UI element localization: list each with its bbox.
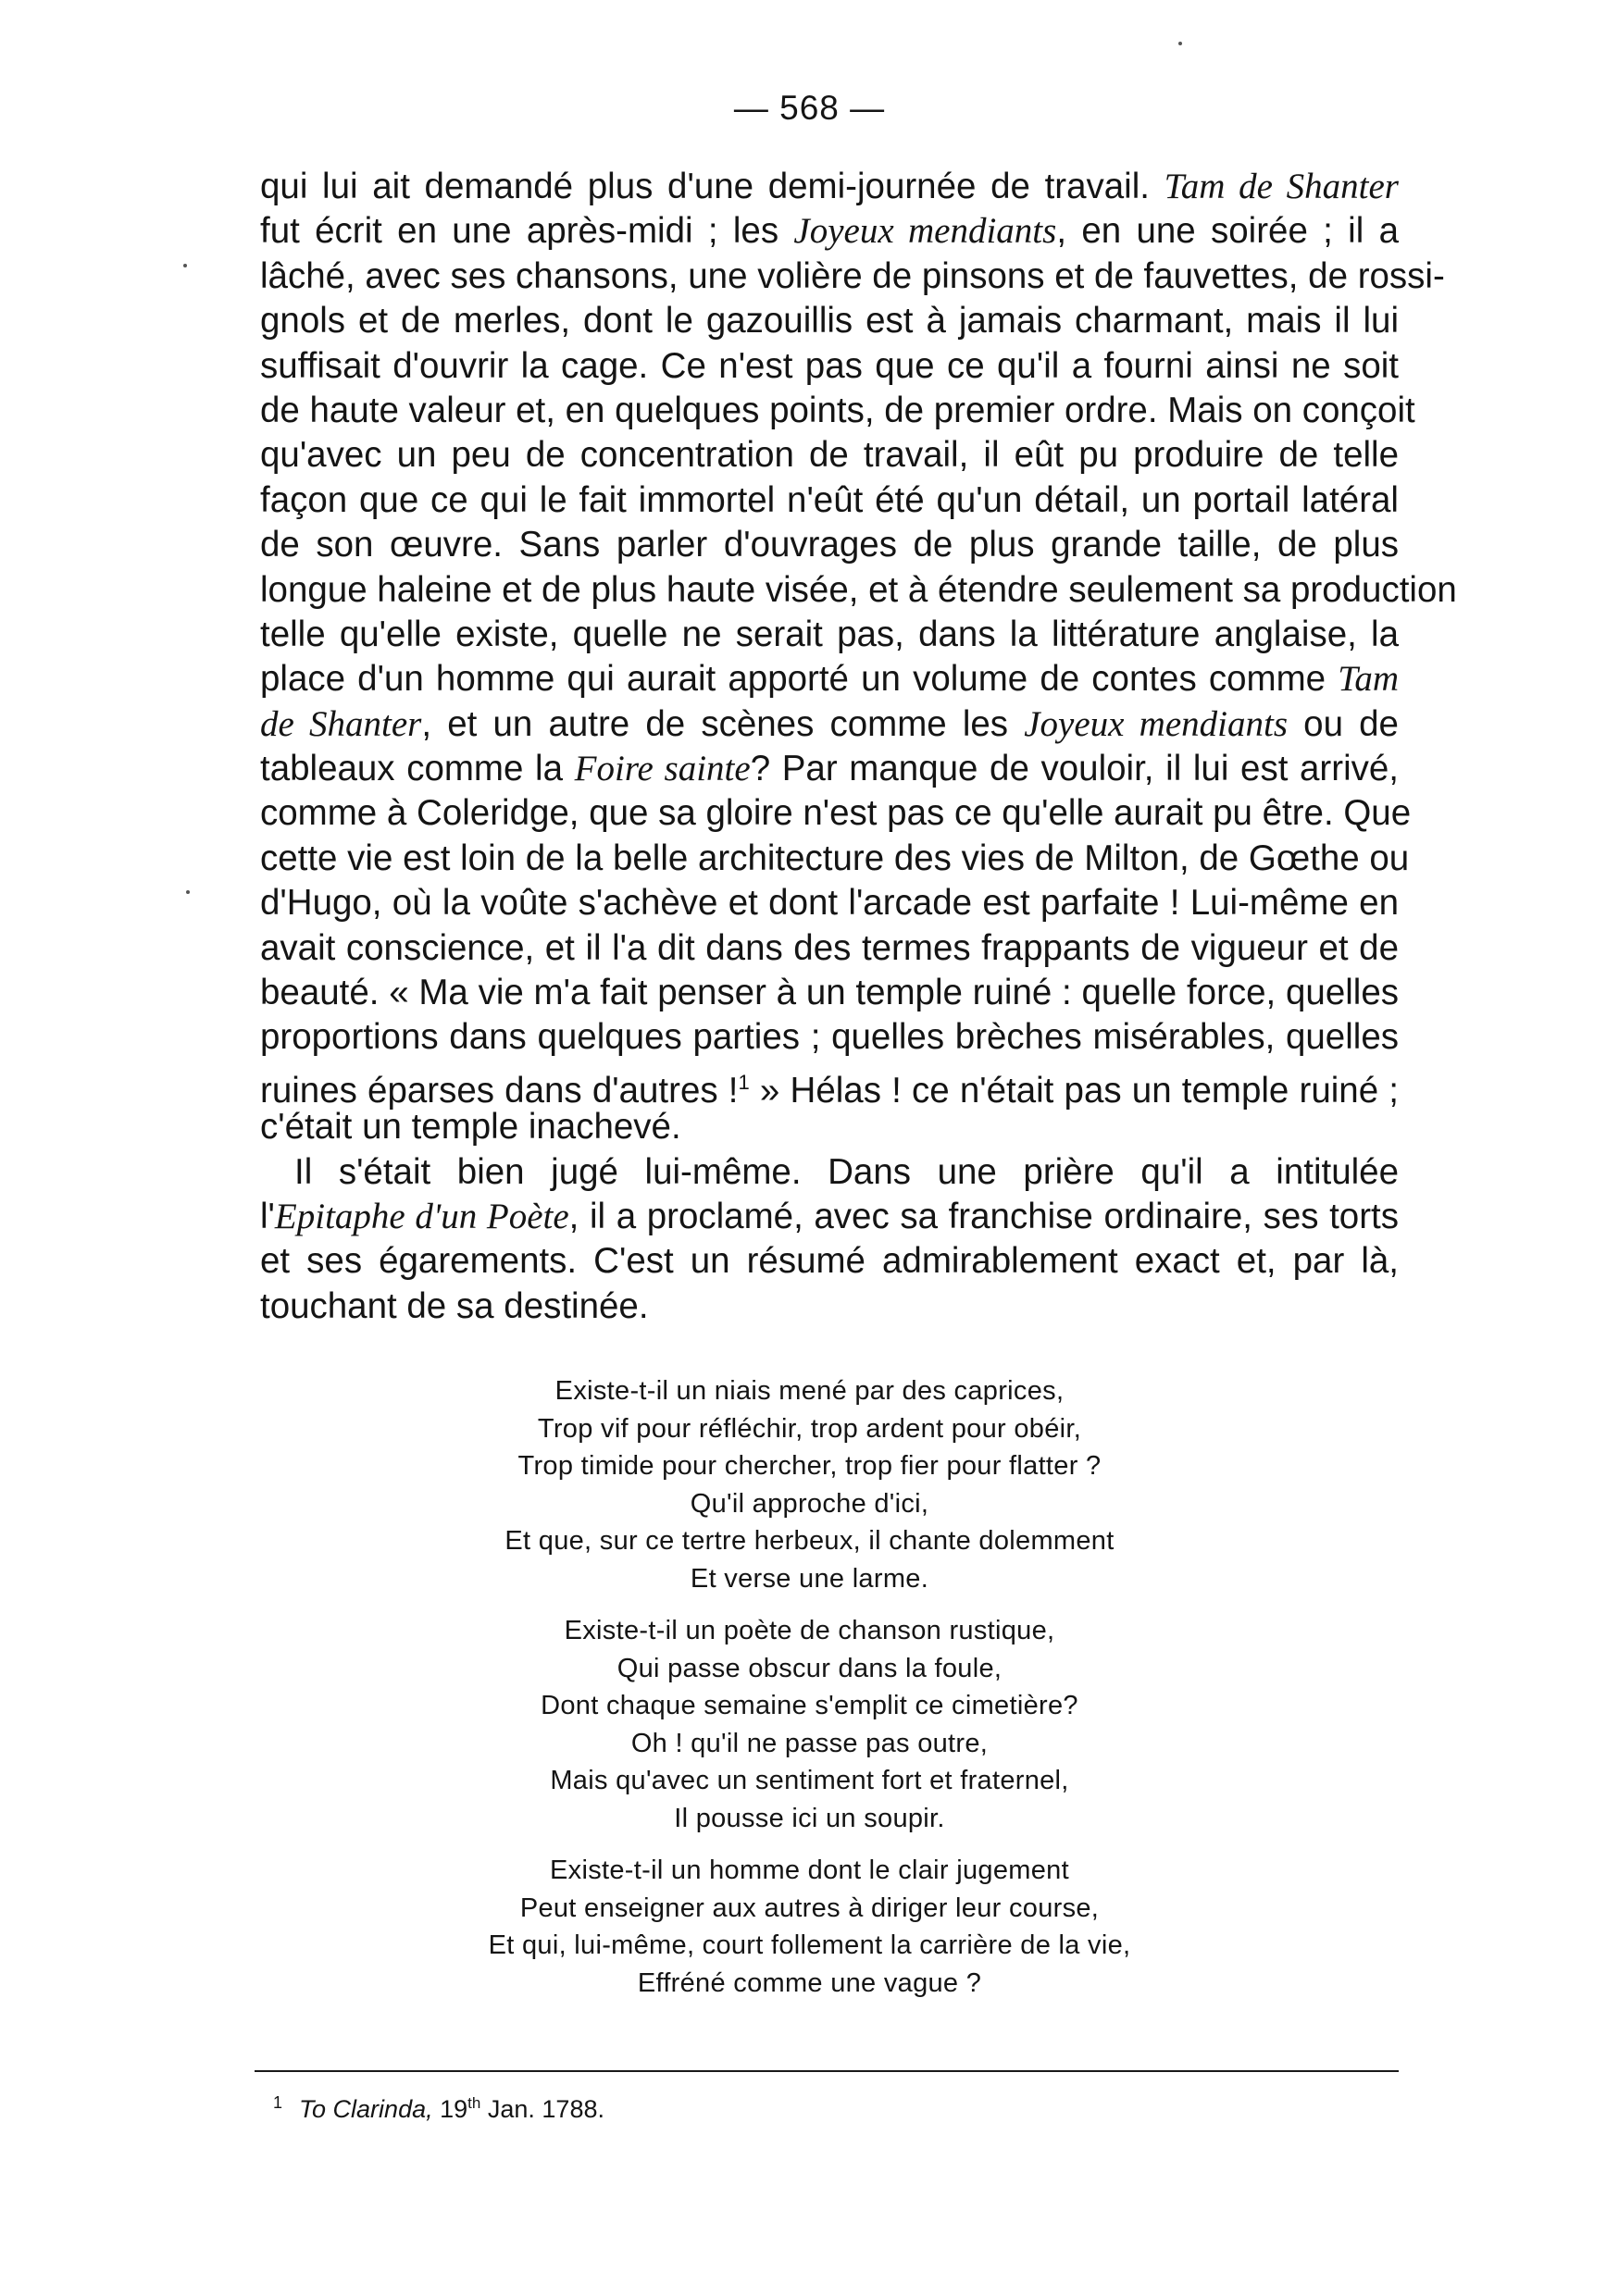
text-line: l'Epitaphe d'un Poète, il a proclamé, avec sa franchise ordinaire, ses torts [260, 1196, 1399, 1236]
footnote-divider [255, 2070, 1399, 2072]
scan-speck [1178, 42, 1182, 45]
text-line: comme à Coleridge, que sa gloire n'est pas ce qu'elle aurait pu être. Que [260, 793, 1412, 834]
poem-line: Effréné comme une vague ? [637, 1967, 982, 1998]
scan-speck [183, 264, 187, 267]
poem-line: Et qui, lui-même, court follement la carrière de la vie, [488, 1930, 1131, 1960]
text-line: Il s'était bien jugé lui-même. Dans une prière qu'il a intitulée [294, 1151, 1399, 1192]
text-line: d'Hugo, où la voûte s'achève et dont l'arcade est parfaite ! Lui-même en [260, 883, 1399, 924]
text-line: place d'un homme qui aurait apporté un volume de contes comme Tam [260, 659, 1399, 700]
poem-line: Et que, sur ce tertre herbeux, il chante dolemment [504, 1526, 1115, 1556]
text-line: longue haleine et de plus haute visée, et à étendre seulement sa production [260, 569, 1457, 610]
text-line: tableaux comme la Foire sainte? Par manque de vouloir, il lui est arrivé, [260, 749, 1399, 789]
text-line: beauté. « Ma vie m'a fait penser à un temple ruiné : quelle force, quelles [260, 973, 1399, 1013]
text-line: de son œuvre. Sans parler d'ouvrages de plus grande taille, de plus [260, 525, 1399, 565]
poem-line: Oh ! qu'il ne passe pas outre, [630, 1728, 989, 1758]
poem-line: Dont chaque semaine s'emplit ce cimetière? [541, 1691, 1078, 1720]
poem-line: Existe-t-il un poète de chanson rustique, [564, 1616, 1055, 1645]
footnote-mark: 1 [273, 2093, 283, 2112]
poem-line: Il pousse ici un soupir. [674, 1803, 945, 1833]
text-line: gnols et de merles, dont le gazouillis est à jamais charmant, mais il lui [260, 301, 1399, 341]
poem-stanza [0, 1612, 1619, 1837]
text-line: de haute valeur et, en quelques points, de premier ordre. Mais on conçoit [260, 390, 1415, 430]
poem-line: Peut enseigner aux autres à diriger leur course, [519, 1893, 1100, 1923]
scan-speck [186, 890, 190, 894]
text-line: touchant de sa destinée. [260, 1285, 649, 1326]
poem-stanza [0, 1852, 1619, 2002]
poem-line: Existe-t-il un homme dont le clair jugement [550, 1855, 1069, 1885]
text-line: et ses égarements. C'est un résumé admirablement exact et, par là, [260, 1241, 1399, 1282]
text-line: suffisait d'ouvrir la cage. Ce n'est pas que ce qu'il a fourni ainsi ne soit [260, 345, 1399, 386]
poem-line: Qui passe obscur dans la foule, [616, 1653, 1003, 1683]
poem-stanza [0, 1372, 1619, 1597]
text-line: c'était un temple inachevé. [260, 1107, 681, 1148]
text-line: proportions dans quelques parties ; quelles brèches misérables, quelles [260, 1017, 1399, 1058]
poem-line: Qu'il approche d'ici, [690, 1488, 929, 1519]
poem-line: Existe-t-il un niais mené par des caprices, [554, 1376, 1065, 1406]
poem-line: Trop timide pour chercher, trop fier pour flatter ? [517, 1451, 1102, 1481]
text-line: qu'avec un peu de concentration de travail, il eût pu produire de telle [260, 435, 1399, 476]
page-number: — 568 — [733, 89, 886, 127]
footnote: $^1$ To Clarinda, 19th Jan. 1788. [273, 2093, 604, 2123]
poem-line: Trop vif pour réfléchir, trop ardent pour obéir, [537, 1413, 1082, 1444]
text-line: de Shanter, et un autre de scènes comme les Joyeux mendiants ou de [260, 703, 1399, 744]
text-line: qui lui ait demandé plus d'une demi-journée de travail. Tam de Shanter [260, 167, 1399, 206]
text-line: ruines éparses dans d'autres !$^1$ » Hélas ! ce n'était pas un temple ruiné ; [260, 1070, 1400, 1111]
footnote-reference: 1 [738, 1070, 750, 1094]
text-line: fut écrit en une après-midi ; les Joyeux mendiants, en une soirée ; il a [260, 211, 1400, 252]
body-text [260, 165, 1457, 1329]
text-line: telle qu'elle existe, quelle ne serait pas, dans la littérature anglaise, la [260, 614, 1399, 654]
text-line: façon que ce qui le fait immortel n'eût été qu'un détail, un portail latéral [260, 479, 1399, 520]
footnote-title: To Clarinda, [299, 2095, 433, 2123]
text-line: cette vie est loin de la belle architecture des vies de Milton, de Gœthe ou [260, 838, 1410, 878]
text-line: lâché, avec ses chansons, une volière de pinsons et de fauvettes, de rossi- [260, 255, 1445, 296]
poem-line: Mais qu'avec un sentiment fort et fraternel, [550, 1766, 1069, 1795]
text-line: avait conscience, et il l'a dit dans des termes frappants de vigueur et de [260, 927, 1399, 968]
poem-line: Et verse une larme. [690, 1563, 929, 1594]
